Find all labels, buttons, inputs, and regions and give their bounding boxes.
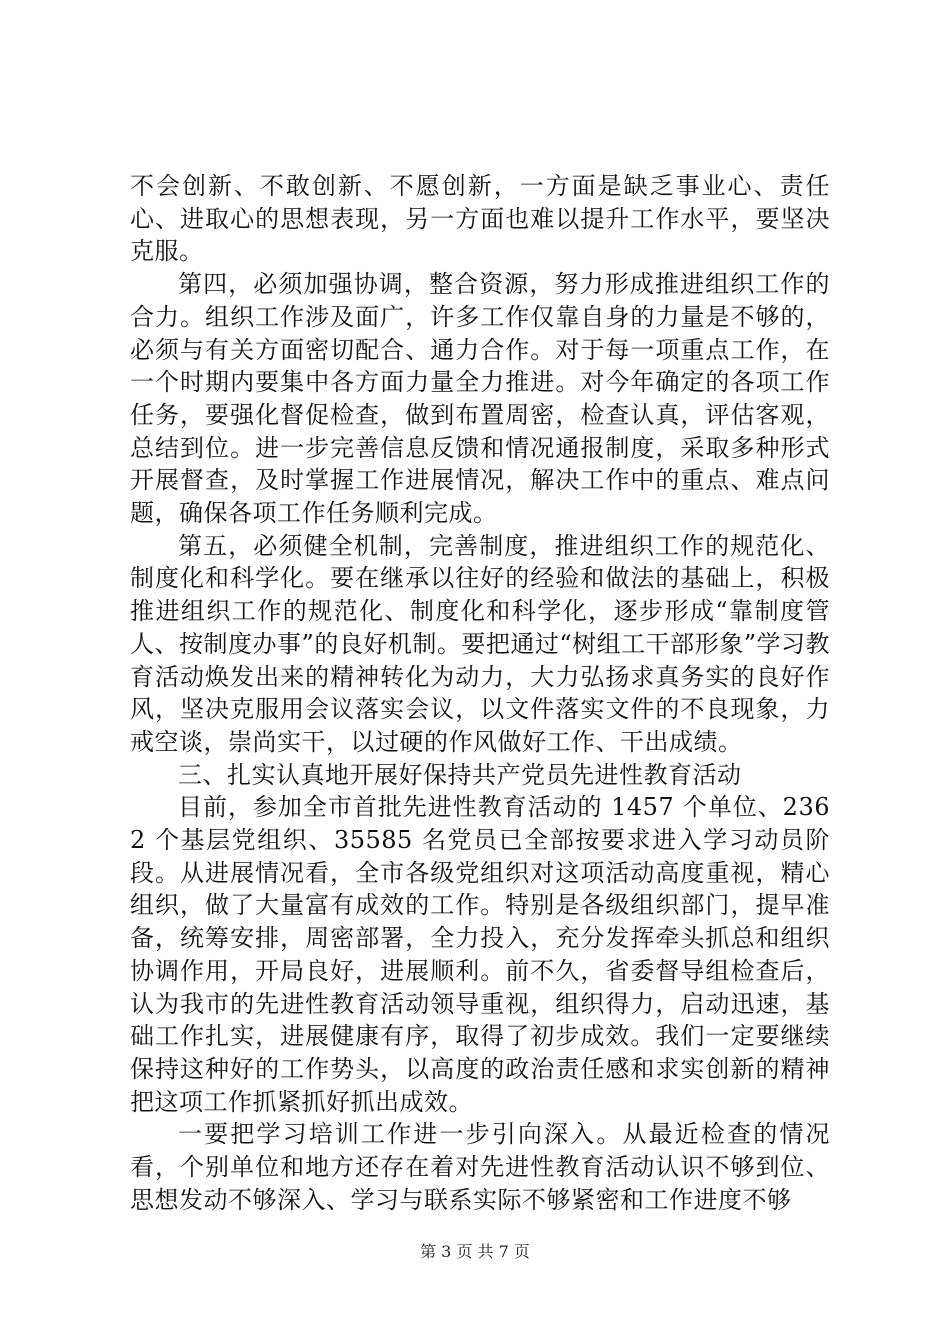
document-body (130, 170, 830, 1217)
paragraph-fifth-point: 第五，必须健全机制，完善制度，推进组织工作的规范化、制度化和科学化。要在继承以往好的经验和做法的基础上，积极推进组织工作的规范化、制度化和科学化，逐步形成“靠制度管人、按制度办事”的良好机制。要把通过“树组工干部形象”学习教育活动焕发出来的精神转化为动力，大力弘扬求真务实的良好作风，坚决克服用会议落实会议，以文件落实文件的不良现象，力戒空谈，崇尚实干，以过硬的作风做好工作、干出成绩。 (130, 531, 830, 756)
paragraph-study-training: 一要把学习培训工作进一步引向深入。从最近检查的情况看，个别单位和地方还存在着对先进性教育活动认识不够到位、思想发动不够深入、学习与联系实际不够紧密和工作进度不够 (130, 1120, 830, 1214)
paragraph-continuation: 不会创新、不敢创新、不愿创新，一方面是缺乏事业心、责任心、进取心的思想表现，另一方面也难以提升工作水平，要坚决克服。 (130, 172, 830, 266)
section-heading-three: 三、扎实认真地开展好保持共产党员先进性教育活动 (178, 760, 742, 789)
page-footer: 第 3 页 共 7 页 (420, 1242, 530, 1261)
paragraph-fourth-point: 第四，必须加强协调，整合资源，努力形成推进组织工作的合力。组织工作涉及面广，许多工作仅靠自身的力量是不够的，必须与有关方面密切配合、通力合作。对于每一项重点工作，在一个时期内要集中各方面力量全力推进。对今年确定的各项工作任务，要强化督促检查，做到布置周密，检查认真，评估客观，总结到位。进一步完善信息反馈和情况通报制度，采取多种形式开展督查，及时掌握工作进展情况，解决工作中的重点、难点问题，确保各项工作任务顺利完成。 (130, 270, 830, 528)
paragraph-current-progress: 目前，参加全市首批先进性教育活动的 1457 个单位、2362 个基层党组织、35585 名党员已全部按要求进入学习动员阶段。从进展情况看，全市各级党组织对这项活动高度重视，精心组织，做了大量富有成效的工作。特别是各级组织部门，提早准备，统筹安排，周密部署，全力投入，充分发挥牵头抓总和组织协调作用，开局良好，进展顺利。前不久，省委督导组检查后，认为我市的先进性教育活动领导重视，组织得力，启动迅速，基础工作扎实，进展健康有序，取得了初步成效。我们一定要继续保持这种好的工作势头，以高度的政治责任感和求实创新的精神把这项工作抓紧抓好抓出成效。 (130, 793, 830, 1116)
